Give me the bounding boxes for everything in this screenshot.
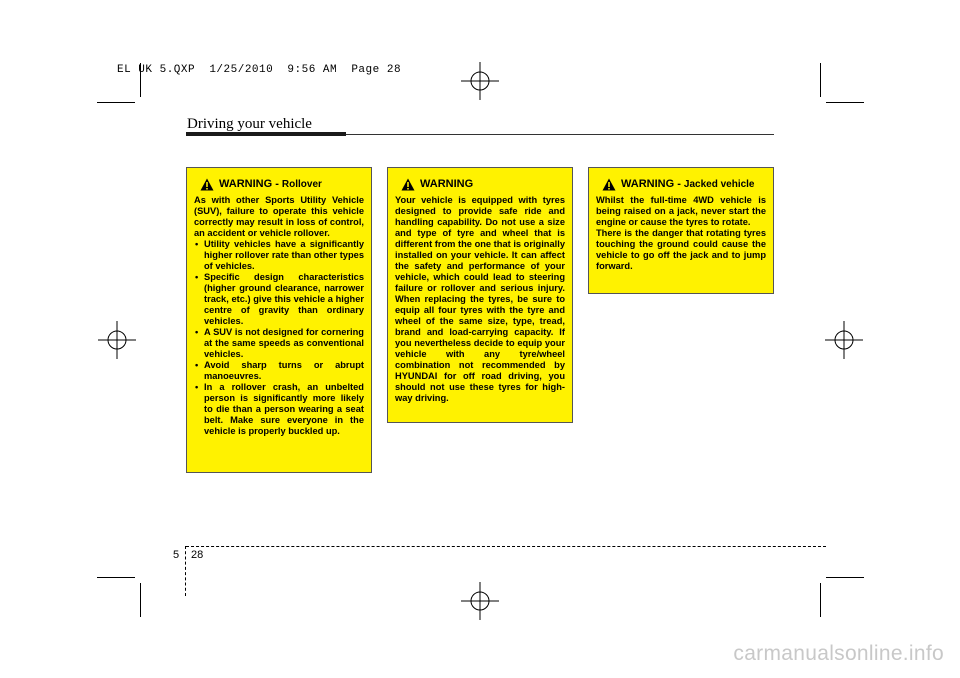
- print-slug: EL UK 5.QXP 1/25/2010 9:56 AM Page 28: [117, 64, 402, 76]
- warning-box-tyres: [387, 167, 573, 423]
- warning-intro: As with other Sports Utility Vehicle (SUV), failure to operate this vehicle correctly may result in loss of control, an accident or vehicle rollover.: [194, 195, 364, 238]
- warning-bullet: • Utility vehicles have a significantly higher rollover rate than other types of vehicles.: [194, 239, 364, 272]
- page-header-title: Driving your vehicle: [187, 116, 312, 132]
- warning-bullet: • Avoid sharp turns or abrupt manoeuvres.: [194, 360, 364, 382]
- warning-bullet: • In a rollover crash, an unbelted person is significantly more likely to die than a person wearing a seat belt. Make sure everyone in the vehicle is properly buckled up.: [194, 382, 364, 437]
- warning-body: Your vehicle is equipped with tyres designed to provide safe ride and handling capability. Do not use a size and type of tyre and wheel that is different from the one that is originally installed on your vehicle. It can affect the safety and performance of your vehicle, which could lead to steering failure or rollover and serious injury. When replacing the tyres, be sure to equip all four tyres with the tyre and wheel of the same size, type, tread, brand and load-carrying capacity. If you nevertheless decide to equip your vehicle with any tyre/wheel combination not recommended by HYUNDAI for off road driving, you should not use these tyres for high-way driving.: [395, 195, 565, 403]
- footer-divider: [185, 546, 186, 596]
- warning-subtitle: Jacked vehicle: [683, 179, 755, 190]
- warning-title: WARNING -: [621, 178, 681, 190]
- crop-mark: [97, 577, 135, 578]
- registration-mark-icon: [825, 321, 863, 359]
- warning-title: WARNING -: [219, 178, 279, 190]
- header-rule-line: [346, 134, 774, 135]
- warning-paragraph: There is the danger that rotating tyres touching the ground could cause the vehicle to go off the jack and to jump forward.: [596, 228, 766, 271]
- warning-bullet: • Specific design characteristics (higher ground clearance, narrower track, etc.) give this vehicle a higher centre of gravity than ordinary vehicles.: [194, 272, 364, 327]
- warning-paragraph: Whilst the full-time 4WD vehicle is being raised on a jack, never start the engine or cause the tyres to rotate.: [596, 195, 766, 227]
- crop-mark: [140, 583, 141, 617]
- chapter-number: 5: [173, 549, 180, 561]
- warning-heading: [602, 178, 766, 191]
- warning-triangle-icon: [602, 178, 616, 191]
- crop-mark: [820, 583, 821, 617]
- registration-mark-icon: [461, 62, 499, 100]
- warning-bullet-list: [194, 239, 364, 437]
- crop-mark: [826, 577, 864, 578]
- crop-mark: [826, 102, 864, 103]
- registration-mark-icon: [461, 582, 499, 620]
- warning-box-jacked-vehicle: [588, 167, 774, 294]
- warning-heading: [401, 178, 565, 191]
- warning-bullet: • A SUV is not designed for cornering at the same speeds as conventional vehicles.: [194, 327, 364, 360]
- warning-triangle-icon: [200, 178, 214, 191]
- warning-subtitle: Rollover: [281, 179, 322, 190]
- crop-mark: [97, 102, 135, 103]
- registration-mark-icon: [98, 321, 136, 359]
- warning-triangle-icon: [401, 178, 415, 191]
- warning-heading: [200, 178, 364, 191]
- header-rule-bar: [186, 132, 346, 136]
- footer-rule: [186, 546, 826, 547]
- crop-mark: [820, 63, 821, 97]
- watermark: carmanualsonline.info: [733, 642, 944, 665]
- warning-box-rollover: [186, 167, 372, 473]
- page-number: 28: [191, 549, 204, 561]
- warning-title: WARNING: [420, 178, 474, 190]
